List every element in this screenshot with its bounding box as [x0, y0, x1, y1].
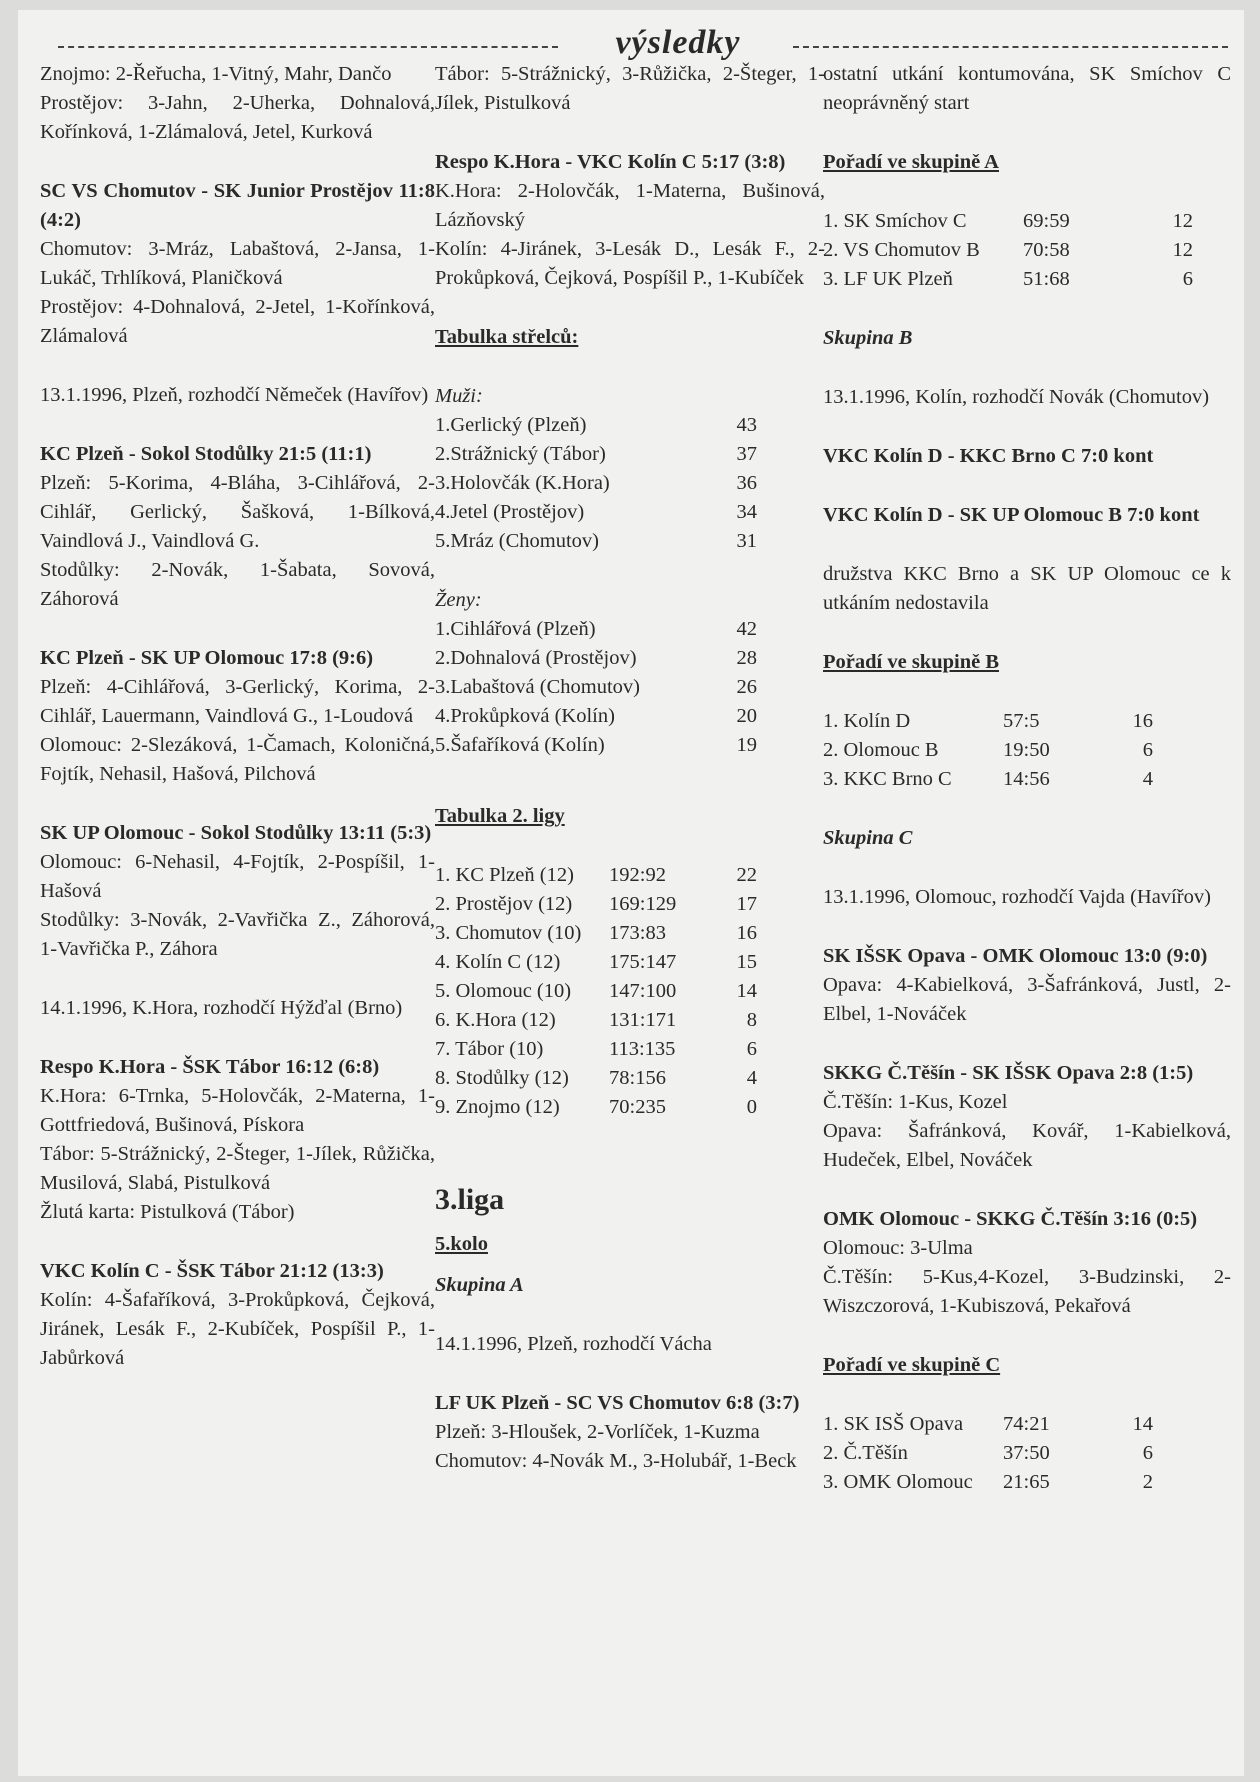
scorer-goals: 26 [736, 676, 757, 698]
group-a-heading: Skupina A [435, 1274, 524, 1296]
team-score: 74:21 [1003, 1413, 1050, 1435]
team-name: 2. VS Chomutov B [823, 239, 980, 261]
team-points: 12 [1172, 210, 1193, 232]
lineup-znojmo: Znojmo: 2-Řeřucha, 1-Vitný, Mahr, Dančo [40, 63, 392, 85]
team-name: 5. Olomouc (10) [435, 980, 572, 1002]
scorer-name: 5.Šafaříková (Kolín) [435, 734, 605, 756]
column-3 [823, 60, 1231, 1497]
match-title: KC Plzeň - SK UP Olomouc 17:8 (9:6) [40, 647, 374, 669]
group-c-standings [823, 1410, 1231, 1497]
match-title: LF UK Plzeň - SC VS Chomutov 6:8 (3:7) [435, 1392, 800, 1414]
team-score: 169:129 [609, 893, 677, 915]
team-points: 17 [736, 893, 757, 915]
match-title: VKC Kolín C - ŠSK Tábor 21:12 (13:3) [40, 1260, 384, 1282]
men-scorers-table [435, 411, 825, 556]
team-score: 51:68 [1023, 268, 1070, 290]
scorer-goals: 37 [736, 443, 757, 465]
scorer-name: 5.Mráz (Chomutov) [435, 530, 599, 552]
match-title: SK IŠSK Opava - OMK Olomouc 13:0 (9:0) [823, 945, 1208, 967]
team-name: 3. OMK Olomouc [823, 1471, 973, 1493]
team-points: 6 [1142, 1442, 1153, 1464]
order-a-heading: Pořadí ve skupině A [823, 151, 999, 173]
lineup-plzen: Plzeň: 3-Hloušek, 2-Vorlíček, 1-Kuzma [435, 1421, 760, 1443]
match-date-referee: 14.1.1996, K.Hora, rozhodčí Hýžďal (Brno) [40, 997, 403, 1019]
team-points: 12 [1172, 239, 1193, 261]
team-points: 16 [736, 922, 757, 944]
match-title: SKKG Č.Těšín - SK IŠSK Opava 2:8 (1:5) [823, 1062, 1194, 1084]
scorers-heading: Tabulka střelců: [435, 326, 579, 348]
team-points: 2 [1142, 1471, 1153, 1493]
forfeit-note: ostatní utkání kontumována, SK Smíchov C neoprávněný start [823, 63, 1231, 114]
match-title: VKC Kolín D - KKC Brno C 7:0 kont [823, 445, 1154, 467]
lineup-khora: K.Hora: 6-Trnka, 5-Holovčák, 2-Materna, 1-Gottfriedová, Bušinová, Pískora [40, 1085, 435, 1136]
match-title: SC VS Chomutov - SK Junior Prostějov 11:8 (4:2) [40, 180, 435, 231]
group-b-heading: Skupina B [823, 327, 913, 349]
document-page [18, 10, 1244, 1776]
team-points: 6 [1182, 268, 1193, 290]
team-name: 1. Kolín D [823, 710, 911, 732]
scorer-goals: 31 [736, 530, 757, 552]
team-points: 16 [1132, 710, 1153, 732]
team-points: 14 [1132, 1413, 1153, 1435]
group-c-heading: Skupina C [823, 827, 913, 849]
team-score: 78:156 [609, 1067, 666, 1089]
team-points: 22 [736, 864, 757, 886]
column-1 [40, 60, 435, 1373]
match-title: Respo K.Hora - ŠSK Tábor 16:12 (6:8) [40, 1056, 380, 1078]
scorer-name: 3.Holovčák (K.Hora) [435, 472, 610, 494]
lineup-khora: K.Hora: 2-Holovčák, 1-Materna, Bušinová, Lázňovský [435, 180, 825, 231]
team-points: 15 [736, 951, 757, 973]
team-name: 1. KC Plzeň (12) [435, 864, 574, 886]
scorer-goals: 42 [736, 618, 757, 640]
team-points: 6 [746, 1038, 757, 1060]
scorer-goals: 43 [736, 414, 757, 436]
group-b-standings [823, 707, 1231, 794]
round-heading: 5.kolo [435, 1233, 488, 1255]
match-date-referee: 14.1.1996, Plzeň, rozhodčí Vácha [435, 1333, 712, 1355]
lineup-kolin: Kolín: 4-Šafaříková, 3-Prokůpková, Čejková, Jiránek, Lesák F., 2-Kubíček, Pospíšil P., 1-Jabůrková [40, 1289, 435, 1369]
match-date-referee: 13.1.1996, Olomouc, rozhodčí Vajda (Havířov) [823, 886, 1211, 908]
scorer-name: 1.Cihlářová (Plzeň) [435, 618, 596, 640]
team-score: 69:59 [1023, 210, 1070, 232]
lineup-chomutov: Chomutov: 3-Mráz, Labaštová, 2-Jansa, 1-Lukáč, Trhlíková, Planičková [40, 238, 435, 289]
team-name: 4. Kolín C (12) [435, 951, 561, 973]
lineup-tabor: Tábor: 5-Strážnický, 3-Růžička, 2-Šteger, 1-Jílek, Pistulková [435, 63, 825, 114]
team-score: 70:58 [1023, 239, 1070, 261]
team-name: 3. KKC Brno C [823, 768, 952, 790]
lineup-opava: Opava: Šafránková, Kovář, 1-Kabielková, Hudeček, Elbel, Nováček [823, 1120, 1231, 1171]
team-score: 14:56 [1003, 768, 1050, 790]
team-score: 147:100 [609, 980, 677, 1002]
team-name: 2. Olomouc B [823, 739, 939, 761]
order-c-heading: Pořadí ve skupině C [823, 1354, 1001, 1376]
lineup-plzen: Plzeň: 4-Cihlářová, 3-Gerlický, Korima, 2-Cihlář, Lauermann, Vaindlová G., 1-Loudová [40, 676, 435, 727]
lineup-prostejov: Prostějov: 4-Dohnalová, 2-Jetel, 1-Kořínková, Zlámalová [40, 296, 435, 347]
team-score: 70:235 [609, 1096, 666, 1118]
team-score: 21:65 [1003, 1471, 1050, 1493]
header-rule-right [793, 46, 1228, 48]
lineup-prostejov: Prostějov: 3-Jahn, 2-Uherka, Dohnalová, Kořínková, 1-Zlámalová, Jetel, Kurková [40, 92, 435, 143]
team-score: 192:92 [609, 864, 666, 886]
women-scorers-table [435, 615, 825, 760]
match-title: OMK Olomouc - SKKG Č.Těšín 3:16 (0:5) [823, 1208, 1198, 1230]
scorer-name: 2.Dohnalová (Prostějov) [435, 647, 637, 669]
team-score: 57:5 [1003, 710, 1040, 732]
team-score: 19:50 [1003, 739, 1050, 761]
team-score: 175:147 [609, 951, 677, 973]
match-date-referee: 13.1.1996, Plzeň, rozhodčí Němeček (Havířov) [40, 384, 429, 406]
order-b-heading: Pořadí ve skupině B [823, 651, 999, 673]
section-title: výsledky [615, 24, 741, 61]
header-rule-left [58, 46, 558, 48]
team-name: 2. Č.Těšín [823, 1442, 908, 1464]
league-table-heading: Tabulka 2. ligy [435, 805, 565, 827]
yellow-card-note: Žlutá karta: Pistulková (Tábor) [40, 1201, 295, 1223]
team-name: 3. Chomutov (10) [435, 922, 582, 944]
team-points: 4 [1142, 768, 1153, 790]
team-points: 8 [746, 1009, 757, 1031]
lineup-opava: Opava: 4-Kabielková, 3-Šafránková, Justl, 2-Elbel, 1-Nováček [823, 974, 1231, 1025]
team-name: 1. SK ISŠ Opava [823, 1413, 964, 1435]
scorer-name: 4.Prokůpková (Kolín) [435, 705, 615, 727]
match-title: SK UP Olomouc - Sokol Stodůlky 13:11 (5:3) [40, 822, 432, 844]
lineup-olomouc: Olomouc: 2-Slezáková, 1-Čamach, Koloničná, Fojtík, Nehasil, Hašová, Pilchová [40, 734, 435, 785]
scorer-name: 1.Gerlický (Plzeň) [435, 414, 587, 436]
scorer-goals: 34 [736, 501, 757, 523]
scorer-goals: 20 [736, 705, 757, 727]
scorer-name: 4.Jetel (Prostějov) [435, 501, 585, 523]
team-name: 6. K.Hora (12) [435, 1009, 556, 1031]
team-name: 2. Prostějov (12) [435, 893, 573, 915]
team-name: 7. Tábor (10) [435, 1038, 544, 1060]
lineup-tabor: Tábor: 5-Strážnický, 2-Šteger, 1-Jílek, Růžička, Musilová, Slabá, Pistulková [40, 1143, 435, 1194]
lineup-plzen: Plzeň: 5-Korima, 4-Bláha, 3-Cihlářová, 2-Cihlář, Gerlický, Šašková, 1-Bílková, Vaindlová J., Vaindlová G. [40, 472, 435, 552]
league3-heading: 3.liga [435, 1183, 505, 1216]
scorer-goals: 19 [736, 734, 757, 756]
lineup-stodulky: Stodůlky: 3-Novák, 2-Vavřička Z., Záhorová, 1-Vavřička P., Záhora [40, 909, 435, 960]
women-label: Ženy: [435, 589, 482, 611]
scorer-name: 2.Strážnický (Tábor) [435, 443, 606, 465]
lineup-tesin: Č.Těšín: 1-Kus, Kozel [823, 1091, 1008, 1113]
team-name: 1. SK Smíchov C [823, 210, 967, 232]
league-table [435, 861, 825, 1122]
lineup-kolin: Kolín: 4-Jiránek, 3-Lesák D., Lesák F., 2-Prokůpková, Čejková, Pospíšil P., 1-Kubíček [435, 238, 825, 289]
lineup-tesin: Č.Těšín: 5-Kus,4-Kozel, 3-Budzinski, 2-Wiszczorová, 1-Kubiszová, Pekařová [823, 1266, 1231, 1317]
team-points: 14 [736, 980, 757, 1002]
team-score: 37:50 [1003, 1442, 1050, 1464]
lineup-chomutov: Chomutov: 4-Novák M., 3-Holubář, 1-Beck [435, 1450, 797, 1472]
scorer-goals: 28 [736, 647, 757, 669]
team-name: 9. Znojmo (12) [435, 1096, 560, 1118]
lineup-olomouc: Olomouc: 3-Ulma [823, 1237, 973, 1259]
scorer-name: 3.Labaštová (Chomutov) [435, 676, 640, 698]
team-points: 6 [1142, 739, 1153, 761]
section-header [58, 24, 1228, 64]
team-score: 173:83 [609, 922, 666, 944]
column-2 [435, 60, 825, 1476]
lineup-olomouc: Olomouc: 6-Nehasil, 4-Fojtík, 2-Pospíšil, 1-Hašová [40, 851, 435, 902]
team-points: 0 [746, 1096, 757, 1118]
team-name: 8. Stodůlky (12) [435, 1067, 569, 1089]
no-show-note: družstva KKC Brno a SK UP Olomouc ce k utkáním nedostavila [823, 563, 1231, 614]
match-title: KC Plzeň - Sokol Stodůlky 21:5 (11:1) [40, 443, 372, 465]
lineup-stodulky: Stodůlky: 2-Novák, 1-Šabata, Sovová, Záhorová [40, 559, 435, 610]
team-score: 131:171 [609, 1009, 677, 1031]
match-title: VKC Kolín D - SK UP Olomouc B 7:0 kont [823, 504, 1200, 526]
scorer-goals: 36 [736, 472, 757, 494]
match-date-referee: 13.1.1996, Kolín, rozhodčí Novák (Chomutov) [823, 386, 1210, 408]
team-score: 113:135 [609, 1038, 676, 1060]
men-label: Muži: [435, 385, 483, 407]
match-title: Respo K.Hora - VKC Kolín C 5:17 (3:8) [435, 151, 786, 173]
team-points: 4 [746, 1067, 757, 1089]
team-name: 3. LF UK Plzeň [823, 268, 953, 290]
group-a-standings [823, 207, 1231, 294]
